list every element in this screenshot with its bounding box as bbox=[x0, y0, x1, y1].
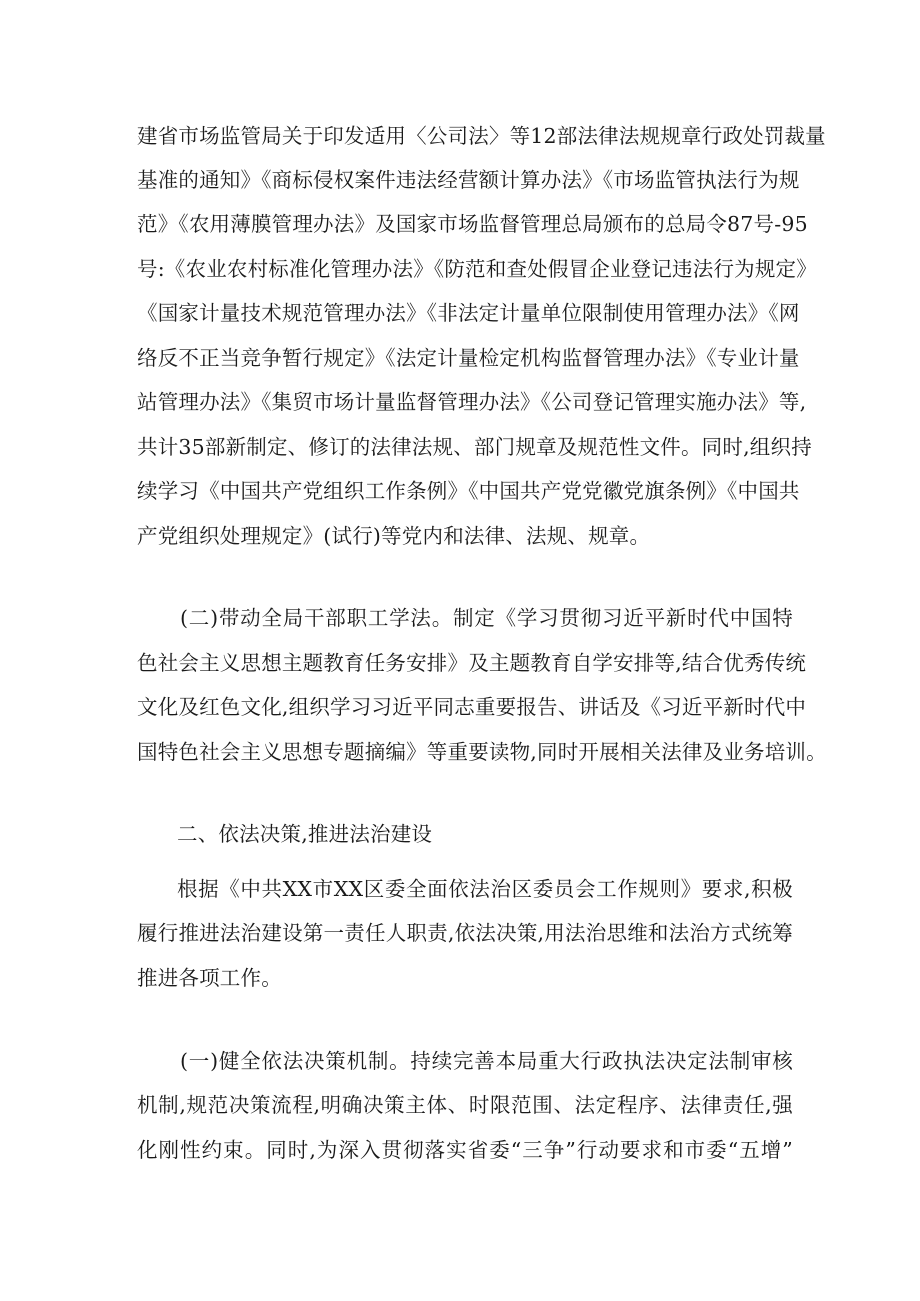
text-line: (一)健全依法决策机制。持续完善本局重大行政执法决定法制审核 bbox=[180, 1049, 793, 1073]
text-line: 根据《中共XX市XX区委全面依法治区委员会工作规则》要求,积极 bbox=[177, 877, 793, 901]
text-line: 履行推进法治建设第一责任人职责,依法决策,用法治思维和法治方式统筹 bbox=[137, 921, 793, 945]
text-line: 机制,规范决策流程,明确决策主体、时限范围、法定程序、法律责任,强 bbox=[137, 1093, 793, 1117]
text-line: 续学习《中国共产党组织工作条例》《中国共产党党徽党旗条例》《中国共 bbox=[137, 479, 800, 503]
text-line: 建省市场监管局关于印发适用〈公司法〉等12部法律法规规章行政处罚裁量 bbox=[137, 124, 826, 148]
text-line: 产党组织处理规定》(试行)等党内和法律、法规、规章。 bbox=[137, 524, 651, 548]
text-line: 范》《农用薄膜管理办法》及国家市场监督管理总局颁布的总局令87号-95 bbox=[137, 212, 808, 236]
text-line: (二)带动全局干部职工学法。制定《学习贯彻习近平新时代中国特 bbox=[180, 606, 793, 630]
text-line: 基准的通知》《商标侵权案件违法经营额计算办法》《市场监管执法行为规 bbox=[137, 168, 800, 192]
text-line: 《国家计量技术规范管理办法》《非法定计量单位限制使用管理办法》《网 bbox=[137, 301, 800, 325]
text-line: 号:《农业农村标准化管理办法》《防范和查处假冒企业登记违法行为规定》 bbox=[137, 257, 817, 281]
text-line: 文化及红色文化,组织学习习近平同志重要报告、讲话及《习近平新时代中 bbox=[137, 695, 807, 719]
text-line: 共计35部新制定、修订的法律法规、部门规章及规范性文件。同时,组织持 bbox=[137, 435, 812, 459]
text-line: 色社会主义思想主题教育任务安排》及主题教育自学安排等,结合优秀传统 bbox=[137, 651, 807, 675]
section-heading: 二、依法决策,推进法治建设 bbox=[177, 822, 433, 846]
text-line: 国特色社会主义思想专题摘编》等重要读物,同时开展相关法律及业务培训。 bbox=[137, 740, 827, 764]
text-line: 化刚性约束。同时,为深入贯彻落实省委“三争”行动要求和市委“五增” bbox=[137, 1138, 793, 1162]
text-line: 站管理办法》《集贸市场计量监督管理办法》《公司登记管理实施办法》等, bbox=[137, 390, 807, 414]
text-line: 络反不正当竞争暂行规定》《法定计量检定机构监督管理办法》《专业计量 bbox=[137, 346, 800, 370]
text-line: 推进各项工作。 bbox=[137, 966, 282, 990]
